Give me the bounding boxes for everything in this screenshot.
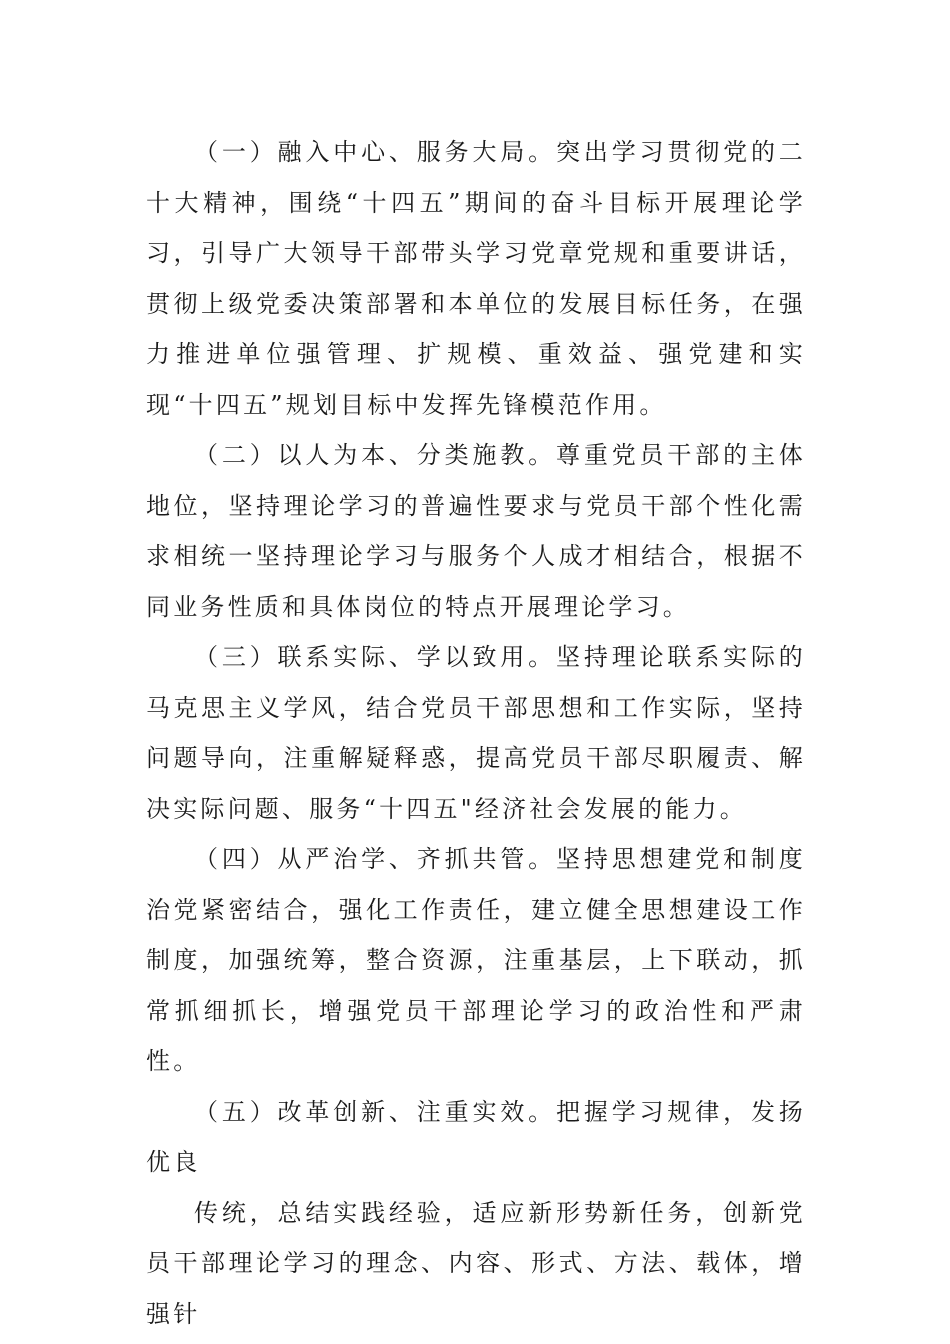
paragraph-1: （一）融入中心、服务大局。突出学习贯彻党的二十大精神，围绕“十四五”期间的奋斗目标开展理论学习，引导广大领导干部带头学习党章党规和重要讲话，贯彻上级党委决策部署和本单位的发展目标任务，在强力推进单位强管理、扩规模、重效益、强党建和实现“十四五”规划目标中发挥先锋模范作用。 [146, 138, 806, 419]
paragraph-6: 传统，总结实践经验，适应新形势新任务，创新党员干部理论学习的理念、内容、形式、方法、载体，增强针 [146, 1198, 806, 1328]
document-body [146, 127, 806, 1339]
paragraph-2: （二）以人为本、分类施教。尊重党员干部的主体地位，坚持理论学习的普遍性要求与党员干部个性化需求相统一坚持理论学习与服务个人成才相结合，根据不同业务性质和具体岗位的特点开展理论学习。 [146, 441, 806, 621]
paragraph-5: （五）改革创新、注重实效。把握学习规律，发扬优良 [146, 1097, 806, 1176]
paragraph-3: （三）联系实际、学以致用。坚持理论联系实际的马克思主义学风，结合党员干部思想和工作实际，坚持问题导向，注重解疑释惑，提高党员干部尽职履责、解决实际问题、服务“十四五"经济社会发展的能力。 [146, 643, 806, 823]
paragraph-4: （四）从严治学、齐抓共管。坚持思想建党和制度治党紧密结合，强化工作责任，建立健全思想建设工作制度，加强统筹，整合资源，注重基层，上下联动，抓常抓细抓长，增强党员干部理论学习的政治性和严肃性。 [146, 845, 806, 1075]
